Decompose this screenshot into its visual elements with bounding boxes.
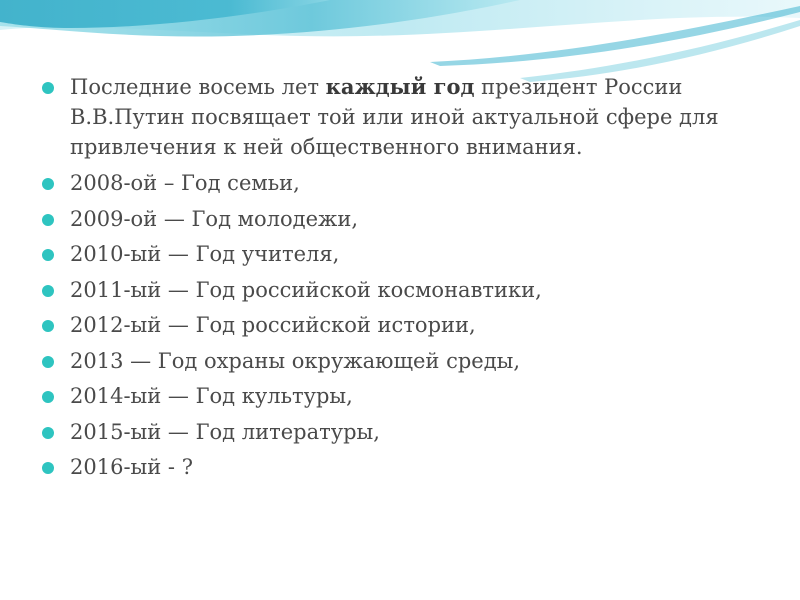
list-item-text: 2016-ый - ? [70,455,193,479]
list-item [40,381,760,411]
bullet-dot-icon [42,320,54,332]
list-item [40,417,760,447]
list-item-text: 2014-ый — Год культуры, [70,384,353,408]
list-item-text: 2015-ый — Год литературы, [70,419,380,444]
list-item [40,452,760,482]
list-item-text: 2009-ой — Год молодежи, [70,206,358,231]
bullet-dot-icon [42,285,54,297]
bullet-dot-icon [42,462,54,474]
bullet-dot-icon [42,391,54,403]
list-item [40,346,760,376]
list-item-text: 2012-ый — Год российской истории, [70,313,476,337]
list-item [40,310,760,340]
list-item-intro [40,72,760,162]
intro-text-part1: Последние восемь лет [70,75,326,99]
list-item [40,204,760,234]
list-item-text: 2011-ый — Год российской космонавтики, [70,277,542,302]
list-item-text: 2010-ый — Год учителя, [70,242,340,266]
bullet-dot-icon [42,356,54,368]
list-item-text: 2013 — Год охраны окружающей среды, [70,348,521,373]
bullet-dot-icon [42,82,54,94]
intro-text-bold: каждый год [325,74,475,99]
list-item [40,168,760,198]
bullet-dot-icon [42,214,54,226]
list-item [40,275,760,305]
bullet-list [40,72,760,488]
list-item [40,239,760,269]
bullet-dot-icon [42,427,54,439]
bullet-dot-icon [42,178,54,190]
intro-text-part2: президент России В.В.Путин посвящает той или иной актуальной сфере для привлечения к ней общественного внимания. [70,75,719,159]
list-item-text: 2008-ой – Год семьи, [70,171,300,195]
bullet-dot-icon [42,249,54,261]
